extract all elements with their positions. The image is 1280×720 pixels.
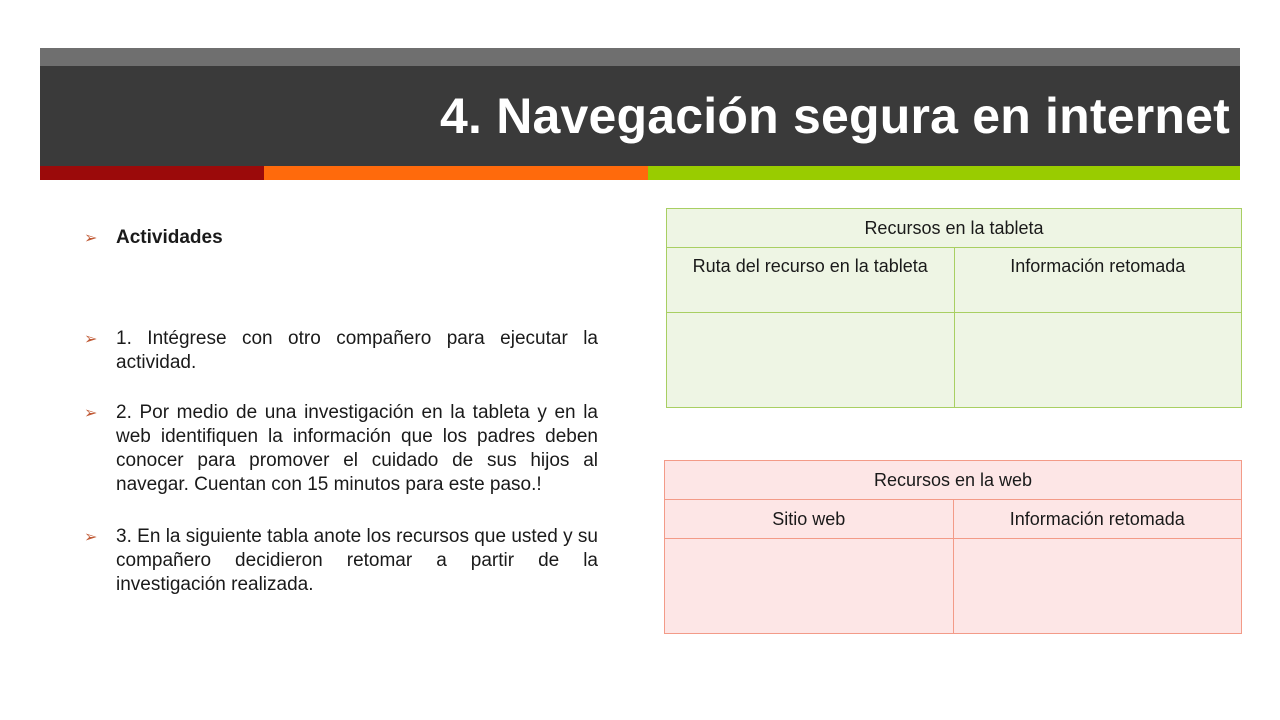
activity-item-1 [84,327,598,375]
arrow-bullet-icon: ➢ [84,405,98,422]
web-resources-table [664,460,1242,634]
tablet-column-header-info: Información retomada [954,248,1242,313]
arrow-bullet-icon: ➢ [84,331,98,348]
arrow-bullet-icon: ➢ [84,230,98,247]
tablet-cell-info[interactable] [954,313,1242,408]
top-strip [40,48,1240,66]
activity-item-3 [84,525,598,597]
web-column-header-site: Sitio web [665,500,954,539]
activity-item-2 [84,401,598,497]
accent-bar-orange [264,166,648,180]
slide-title: 4. Navegación segura en internet [440,88,1230,144]
web-table-title: Recursos en la web [665,461,1242,500]
web-cell-site[interactable] [665,539,954,634]
activities-heading: Actividades [116,227,223,248]
activity-text-2: 2. Por medio de una investigación en la tableta y en la web identifiquen la información que los padres deben conocer para promover el cuidado de sus hijos al navegar. Cuentan con 15 minutos para este paso.! [116,402,598,495]
activities-heading-item [84,226,598,251]
web-cell-info[interactable] [953,539,1242,634]
web-column-header-info: Información retomada [953,500,1242,539]
accent-bar-red [40,166,264,180]
tablet-column-header-path: Ruta del recurso en la tableta [667,248,955,313]
tablet-resources-table [666,208,1242,408]
tablet-table-title: Recursos en la tableta [667,209,1242,248]
title-band [40,66,1240,166]
activities-list [84,226,598,597]
activity-text-1: 1. Intégrese con otro compañero para ejecutar la actividad. [116,328,598,373]
arrow-bullet-icon: ➢ [84,529,98,546]
activity-text-3: 3. En la siguiente tabla anote los recursos que usted y su compañero decidieron retomar a partir de la investigación realizada. [116,526,598,595]
tablet-cell-path[interactable] [667,313,955,408]
accent-bar-green [648,166,1240,180]
